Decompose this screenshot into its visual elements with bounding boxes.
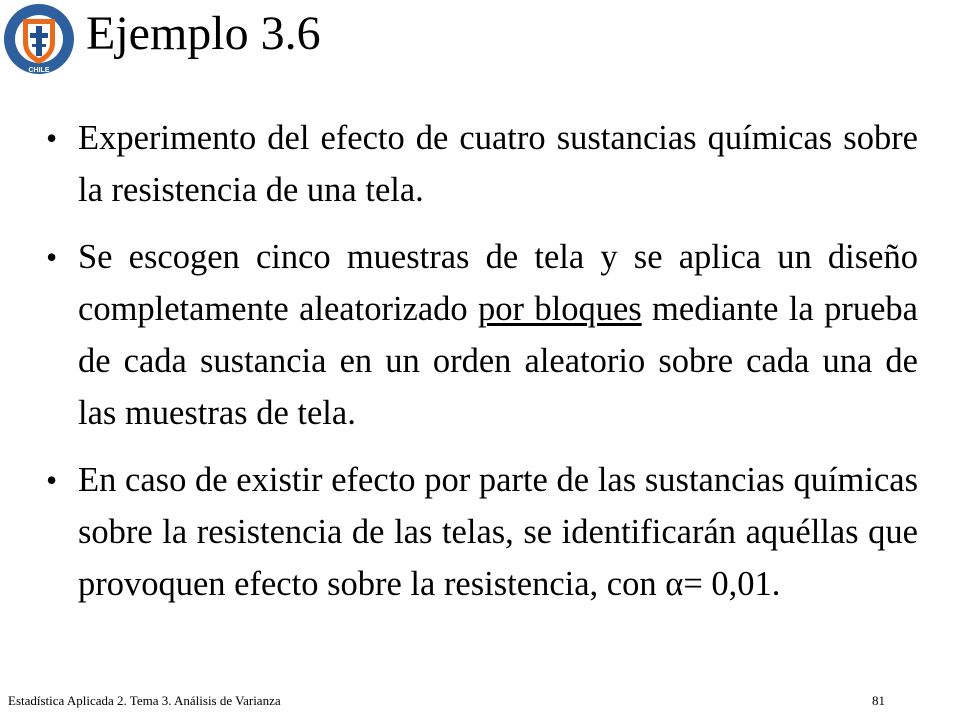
bullet-text: Experimento del efecto de cuatro sustancias químicas sobre la resistencia de una tela. — [78, 119, 918, 209]
alpha-symbol: α — [665, 565, 684, 603]
bullet-marker: • — [46, 239, 58, 275]
university-logo — [2, 2, 76, 76]
bullet-text-start: Se escogen cinco muestras de tela y se aplica un diseño completamente aleatorizado — [78, 238, 918, 328]
footer-course-label: Estadística Aplicada 2. Tema 3. Análisis de Varianza — [8, 693, 281, 708]
slide-title: Ejemplo 3.6 — [86, 7, 321, 60]
bullet-marker: • — [46, 120, 58, 156]
alpha-value: = 0,01. — [683, 565, 781, 603]
bullet-text-start: En caso de existir efecto por parte de las sustancias químicas sobre la resistencia de las telas, se identificarán aquéllas que provoquen efecto sobre la resistencia, con — [78, 461, 918, 603]
university-seal-icon — [2, 2, 76, 76]
underlined-term: por bloques — [478, 290, 642, 328]
bullet-marker: • — [46, 462, 58, 498]
bullet-list — [46, 112, 918, 610]
page-number: 81 — [872, 693, 885, 708]
bullet-item-1 — [46, 112, 918, 216]
logo-country-text: CHILE — [28, 67, 50, 74]
bullet-item-2 — [46, 231, 918, 439]
bullet-text — [78, 231, 918, 439]
bullet-text-end: mediante la prueba de cada sustancia en un orden aleatorio sobre cada una de las muestras de tela. — [78, 290, 918, 432]
bullet-item-3 — [46, 454, 918, 610]
bullet-text — [78, 454, 918, 610]
